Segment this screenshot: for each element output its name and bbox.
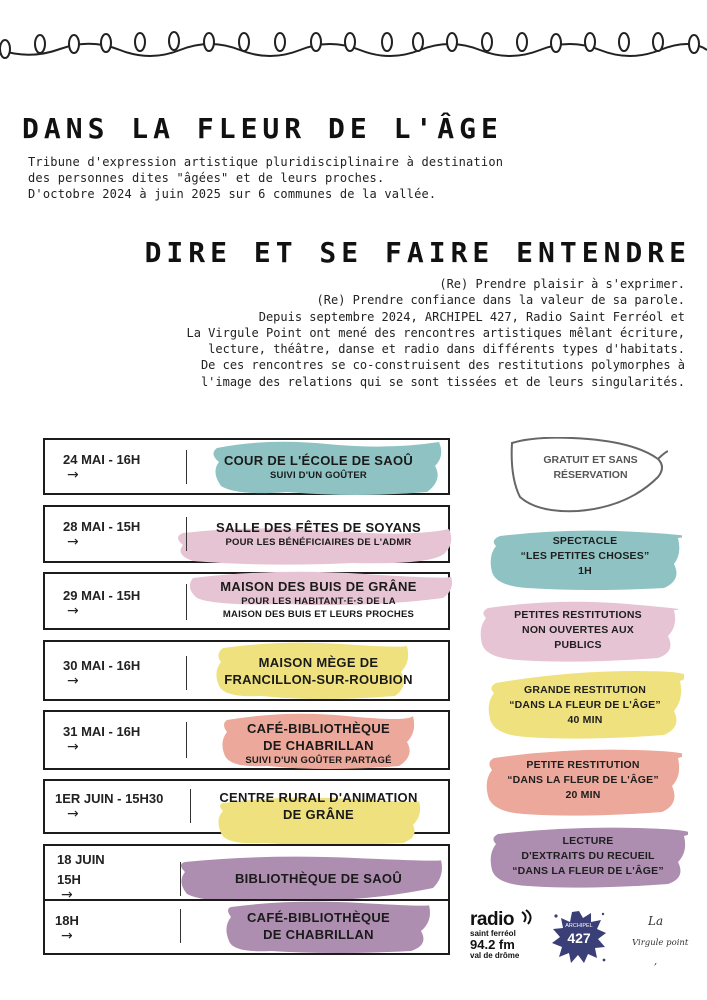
- section-line: La Virgule Point ont mené des rencontres artistiques mêlant écriture,: [186, 325, 685, 340]
- separator: [186, 450, 187, 484]
- legend-item-petite: [484, 758, 682, 814]
- arrow-icon: →: [67, 739, 79, 755]
- legend-line: “DANS LA FLEUR DE L'ÂGE”: [512, 865, 664, 877]
- event-note: SUIVI D'UN GOÛTER PARTAGÉ: [245, 755, 392, 766]
- event-row-7: [43, 844, 450, 901]
- section-line: l'image des relations qui se sont tissées et de leurs singularités.: [200, 374, 685, 389]
- virgule-logo-line: Virgule point: [632, 938, 689, 948]
- arrow-icon: →: [67, 467, 79, 483]
- section-line: lecture, théâtre, danse et radio dans différents types d'habitats.: [208, 342, 685, 357]
- event-place-name: FRANCILLON-SUR-ROUBION: [224, 672, 413, 687]
- intro-line: Tribune d'expression artistique pluridisciplinaire à destination: [28, 155, 504, 169]
- legend-item-spectacle: [488, 534, 682, 594]
- intro-line: des personnes dites "âgées" et de leurs proches.: [28, 171, 385, 185]
- section-line: De ces rencontres se co-construisent des restitutions polymorphes à: [200, 358, 685, 373]
- main-title: DANS LA FLEUR DE L'ÂGE: [22, 112, 503, 145]
- arrow-icon: →: [67, 603, 79, 619]
- arrow-icon: →: [61, 928, 73, 944]
- arrow-icon: →: [67, 673, 79, 689]
- event-place-name: DE CHABRILLAN: [263, 927, 374, 942]
- legend-item-lecture: [488, 834, 688, 890]
- legend-line: NON OUVERTES AUX: [522, 624, 634, 636]
- radio-logo-line: saint ferréol: [470, 929, 516, 938]
- event-place-name: DE CHABRILLAN: [263, 738, 374, 753]
- legend-text: [484, 758, 682, 803]
- event-date: 30 MAI - 16H: [63, 658, 141, 673]
- event-row-1: [43, 438, 450, 495]
- legend-line: D'EXTRAITS DU RECUEIL: [521, 850, 655, 862]
- legend-line: PETITE RESTITUTION: [526, 759, 640, 771]
- event-date: 31 MAI - 16H: [63, 724, 141, 739]
- virgule-logo: [630, 912, 696, 968]
- event-place: [195, 452, 442, 482]
- event-place: [195, 578, 442, 621]
- virgule-logo-line: La: [648, 914, 664, 928]
- event-place-name: MAISON DES BUIS DE GRÂNE: [220, 579, 417, 594]
- radio-logo: [470, 910, 536, 970]
- legend-text: [486, 683, 684, 728]
- section-title: DIRE ET SE FAIRE ENTENDRE: [144, 236, 691, 269]
- separator: [186, 584, 187, 620]
- archipel-logo: [550, 908, 608, 966]
- legend-line: “DANS LA FLEUR DE L'ÂGE”: [509, 699, 661, 711]
- arrow-icon: →: [67, 534, 79, 550]
- event-place-name: CENTRE RURAL D'ANIMATION: [219, 790, 418, 805]
- legend-line: “LES PETITES CHOSES”: [520, 550, 650, 562]
- free-entry-note: [508, 453, 673, 483]
- event-row-3: [43, 572, 450, 630]
- separator: [180, 909, 181, 943]
- radio-waves-icon: [520, 908, 536, 926]
- separator: [180, 862, 181, 896]
- event-place: [195, 870, 442, 887]
- radio-logo-frequency: 94.2 fm: [470, 937, 515, 952]
- event-date: 28 MAI - 15H: [63, 519, 141, 534]
- separator: [186, 656, 187, 690]
- event-place-name: MAISON MÈGE DE: [258, 655, 379, 670]
- event-date: 1ER JUIN - 15H30: [55, 791, 164, 806]
- event-time: 15H: [57, 872, 81, 887]
- arrow-icon: →: [61, 887, 73, 903]
- radio-logo-name: radio: [470, 909, 514, 930]
- legend-line: 1H: [578, 565, 592, 577]
- free-entry-line: RÉSERVATION: [553, 469, 628, 481]
- event-date: 24 MAI - 16H: [63, 452, 141, 467]
- section-line: (Re) Prendre plaisir à s'exprimer.: [439, 277, 685, 291]
- archipel-logo-label: ARCHIPEL: [565, 923, 593, 929]
- event-place: [195, 654, 442, 688]
- separator: [186, 517, 187, 551]
- garland-decoration: [0, 30, 707, 70]
- event-note: POUR LES HABITANT·E·S DE LA: [241, 596, 396, 607]
- legend-item-private: [478, 608, 678, 664]
- legend-text: [478, 608, 678, 653]
- free-entry-line: GRATUIT ET SANS: [543, 454, 638, 466]
- legend-line: LECTURE: [562, 835, 614, 847]
- section-line: Depuis septembre 2024, ARCHIPEL 427, Radio Saint Ferréol et: [258, 309, 685, 324]
- intro-line: D'octobre 2024 à juin 2025 sur 6 communes de la vallée.: [28, 187, 437, 201]
- separator: [186, 722, 187, 758]
- legend-line: GRANDE RESTITUTION: [523, 684, 647, 696]
- legend-text: [488, 834, 688, 879]
- intro-text: [28, 154, 503, 202]
- separator: [190, 789, 191, 823]
- event-place-name: COUR DE L'ÉCOLE DE SAOÛ: [223, 453, 414, 468]
- event-row-2: [43, 505, 450, 563]
- event-place: [195, 909, 442, 943]
- legend-item-grande: [486, 683, 684, 739]
- event-place: [195, 789, 442, 823]
- event-note: MAISON DES BUIS ET LEURS PROCHES: [222, 609, 415, 620]
- section-text: [125, 276, 685, 390]
- event-place-name: SALLE DES FÊTES DE SOYANS: [216, 520, 421, 535]
- event-date: 18H: [55, 913, 79, 928]
- event-place: [195, 519, 442, 549]
- legend-line: PETITES RESTITUTIONS: [514, 609, 642, 621]
- event-row-4: [43, 640, 450, 701]
- event-row-8: [43, 899, 450, 955]
- section-line: (Re) Prendre confiance dans la valeur de sa parole.: [316, 293, 685, 308]
- event-place: [195, 720, 442, 767]
- event-place-name: DE GRÂNE: [282, 807, 355, 822]
- event-row-6: [43, 779, 450, 834]
- event-place-name: CAFÉ-BIBLIOTHÈQUE: [246, 721, 391, 736]
- legend-line: 20 MIN: [565, 789, 601, 801]
- legend-line: SPECTACLE: [552, 535, 618, 547]
- event-place-name: CAFÉ-BIBLIOTHÈQUE: [246, 910, 391, 925]
- arrow-icon: →: [67, 806, 79, 822]
- virgule-comma-icon: ,: [654, 956, 658, 967]
- legend-line: “DANS LA FLEUR DE L'ÂGE”: [507, 774, 659, 786]
- event-note: SUIVI D'UN GOÛTER: [270, 470, 367, 481]
- legend-line: 40 MIN: [567, 714, 603, 726]
- event-note: POUR LES BÉNÉFICIAIRES DE L'ADMR: [225, 537, 412, 548]
- event-date: 29 MAI - 15H: [63, 588, 141, 603]
- legend-text: [488, 534, 682, 579]
- legend-line: PUBLICS: [554, 639, 602, 651]
- radio-logo-line: val de drôme: [470, 951, 520, 960]
- archipel-logo-number: 427: [567, 930, 591, 946]
- event-date: 18 JUIN: [57, 852, 105, 867]
- event-place-name: BIBLIOTHÈQUE DE SAOÛ: [234, 871, 403, 886]
- event-row-5: [43, 710, 450, 770]
